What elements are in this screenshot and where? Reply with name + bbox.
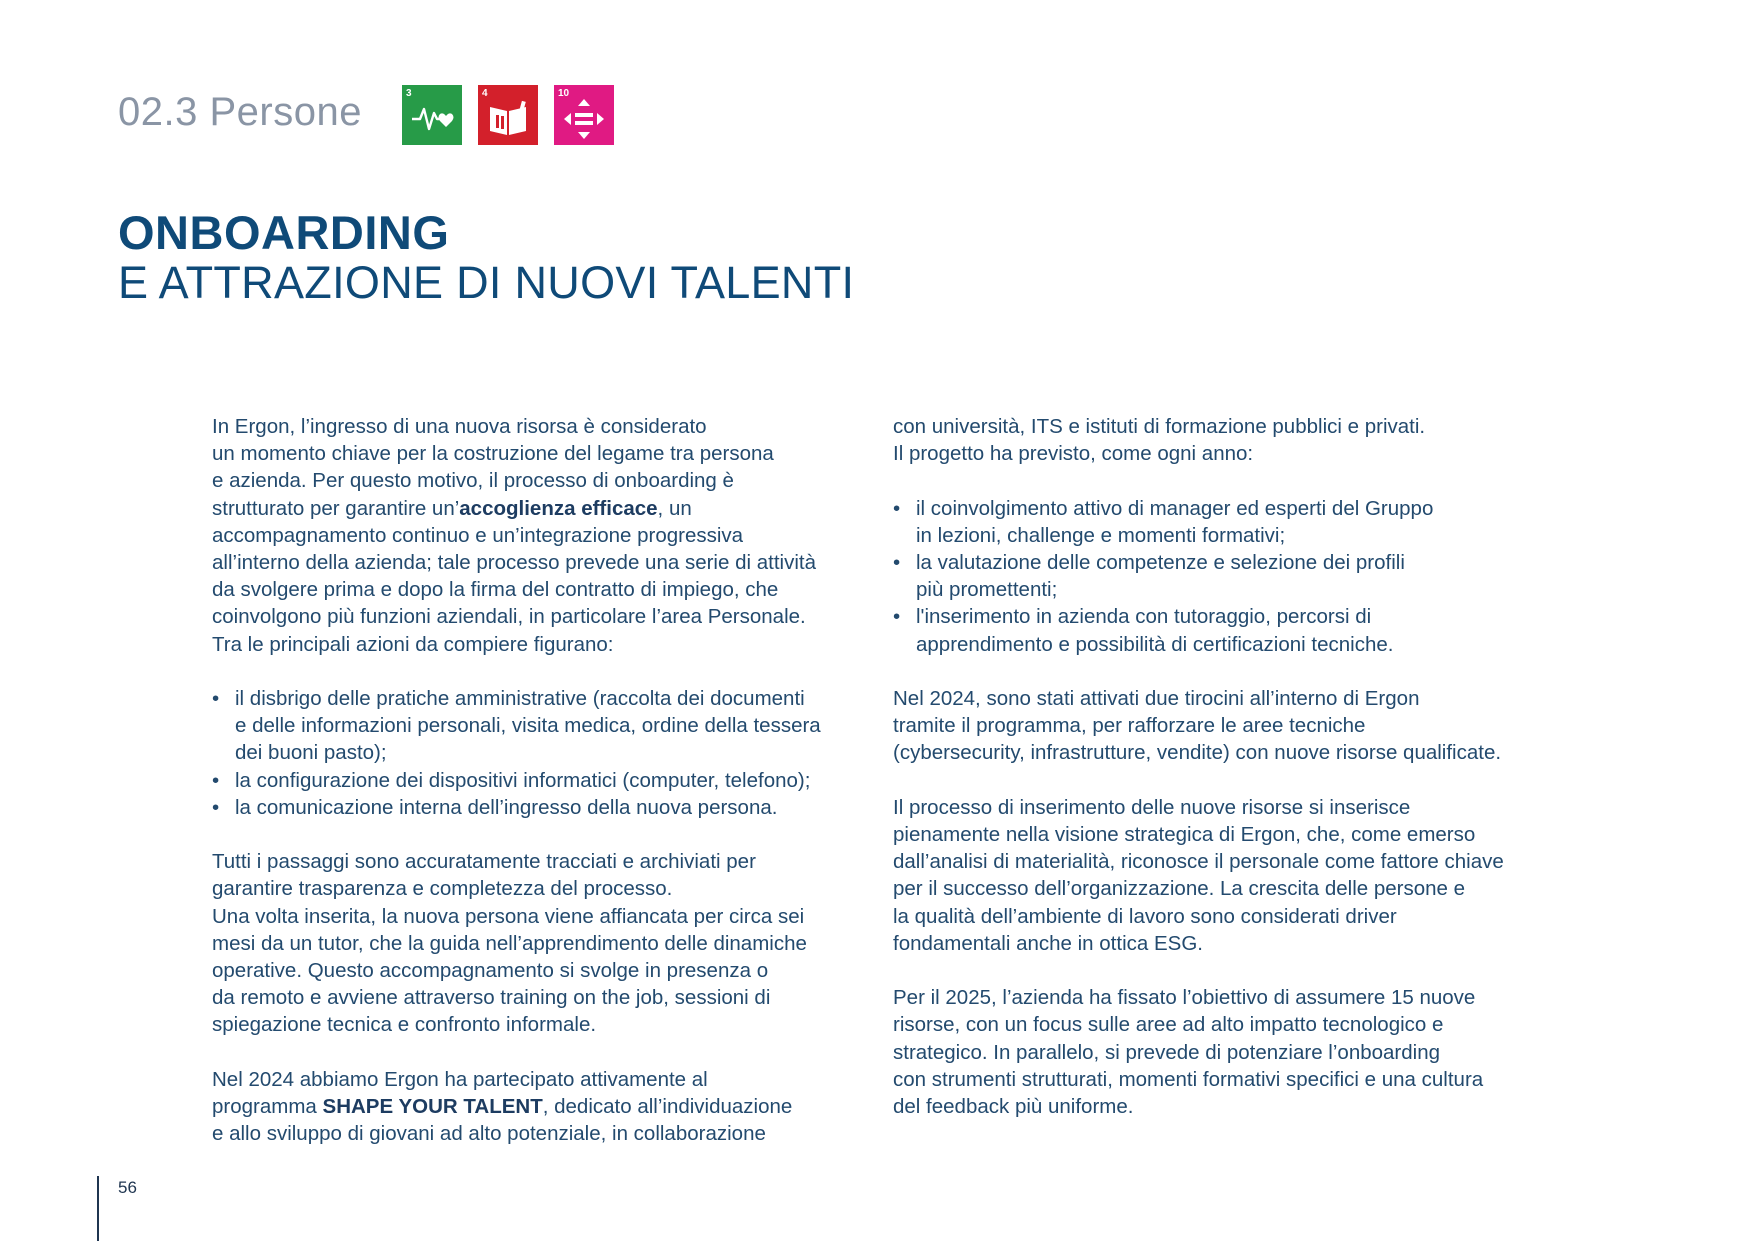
- bold-highlight: accoglienza efficace: [459, 496, 658, 520]
- book-icon: [486, 97, 530, 139]
- goals-paragraph: Per il 2025, l’azienda ha fissato l’obiettivo di assumere 15 nuove risorse, con un focus sulle aree ad alto impatto tecnologico e strategico. In parallelo, si prevede di potenziare l’onboarding con strumenti strutturati, momenti formativi specifici e una cultura del feedback più uniforme.: [893, 986, 1484, 1119]
- right-column: [893, 413, 1573, 1147]
- sdg-3-badge: [402, 85, 462, 145]
- page-title: ONBOARDING: [118, 206, 450, 259]
- list-item: • la valutazione delle competenze e selezione dei profili più promettenti;: [893, 549, 1573, 603]
- project-list: [893, 495, 1573, 658]
- list-item: • la configurazione dei dispositivi informatici (computer, telefono);: [212, 767, 872, 794]
- sdg-number: 4: [482, 88, 488, 99]
- page-subtitle: E ATTRAZIONE DI NUOVI TALENTI: [118, 257, 855, 308]
- sdg-number: 10: [558, 88, 570, 99]
- left-column: [212, 413, 872, 1175]
- list-item: • l'inserimento in azienda con tutoraggio, percorsi di apprendimento e possibilità di certificazioni tecniche.: [893, 603, 1573, 657]
- heartbeat-icon: [410, 97, 454, 137]
- sdg-number: 3: [406, 88, 412, 99]
- continuation-paragraph: con università, ITS e istituti di formazione pubblici e privati. Il progetto ha previsto, come ogni anno:: [893, 415, 1426, 466]
- page-number: 56: [118, 1178, 137, 1197]
- list-item: • la comunicazione interna dell’ingresso della nuova persona.: [212, 794, 872, 821]
- list-item: • il disbrigo delle pratiche amministrative (raccolta dei documenti e delle informazioni personali, visita medica, ordine della tessera dei buoni pasto);: [212, 685, 872, 767]
- internship-paragraph: Nel 2024, sono stati attivati due tirocini all’interno di Ergon tramite il programma, per rafforzare le aree tecniche (cybersecurity, infrastrutture, vendite) con nuove risorse qualificate.: [893, 687, 1502, 765]
- strategy-paragraph: Il processo di inserimento delle nuove risorse si inserisce pienamente nella visione strategica di Ergon, che, come emerso dall’analisi di materialità, riconosce il personale come fattore chiave per il successo dell’organizzazione. La crescita delle persone e la qualità dell’ambiente di lavoro sono considerati driver fondamentali anche in ottica ESG.: [893, 795, 1504, 955]
- section-title: 02.3 Persone: [118, 90, 362, 134]
- sdg-10-badge: [554, 85, 614, 145]
- footer-divider: [97, 1176, 99, 1241]
- program-paragraph: Nel 2024 abbiamo Ergon ha partecipato attivamente al programma SHAPE YOUR TALENT, dedicato all’individuazione e allo sviluppo di giovani ad alto potenziale, in collaborazione: [212, 1067, 793, 1146]
- bold-highlight: SHAPE YOUR TALENT: [322, 1095, 543, 1119]
- tracking-paragraph: Tutti i passaggi sono accuratamente tracciati e archiviati per garantire trasparenza e completezza del processo. Una volta inserita, la nuova persona viene affiancata per circa sei mesi da un tutor, che la guida nell’apprendimento delle dinamiche operative. Questo accompagnamento si svolge in presenza o da remoto e avviene attraverso training on the job, sessioni di spiegazione tecnica e confronto informale.: [212, 850, 807, 1037]
- equality-icon: [562, 97, 606, 141]
- actions-list: [212, 685, 872, 821]
- list-item: • il coinvolgimento attivo di manager ed esperti del Gruppo in lezioni, challenge e momenti formativi;: [893, 495, 1573, 549]
- intro-paragraph: In Ergon, l’ingresso di una nuova risorsa è considerato un momento chiave per la costruzione del legame tra persona e azienda. Per questo motivo, il processo di onboarding è strutturato per garantire un’accoglienza efficace, un accompagnamento continuo e un’integrazione progressiva all’interno della azienda; tale processo prevede una serie di attività da svolgere prima e dopo la firma del contratto di impiego, che coinvolgono più funzioni aziendali, in particolare l’area Personale. Tra le principali azioni da compiere figurano:: [212, 415, 816, 656]
- sdg-4-badge: [478, 85, 538, 145]
